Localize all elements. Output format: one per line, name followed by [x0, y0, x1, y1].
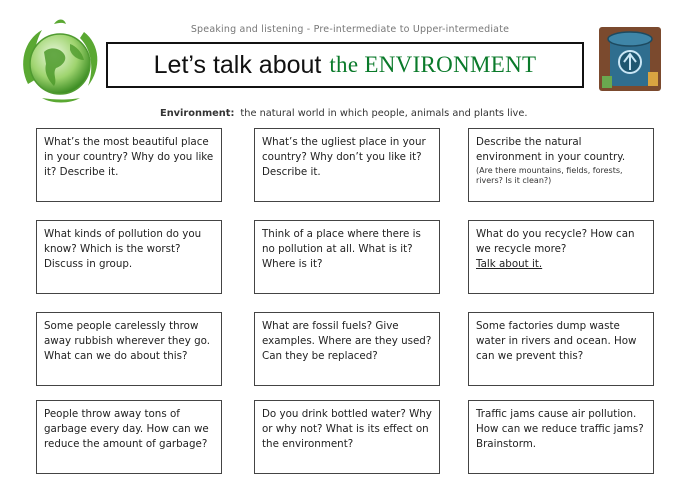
question-card	[36, 128, 222, 202]
question-card	[468, 400, 654, 474]
question-card	[254, 128, 440, 202]
question-text: Do you drink bottled water? Why or why not? What is its effect on the environment?	[262, 408, 432, 450]
question-text: What’s the ugliest place in your country? Why don’t you like it? Describe it.	[262, 136, 426, 178]
definition-term: Environment:	[160, 108, 235, 119]
question-card-grid	[36, 128, 662, 478]
question-card	[36, 400, 222, 474]
question-card	[254, 400, 440, 474]
question-text: What’s the most beautiful place in your country? Why do you like it? Describe it.	[44, 136, 214, 178]
question-card	[254, 312, 440, 386]
recycle-bin-icon	[598, 26, 662, 92]
question-card	[36, 220, 222, 294]
question-text: What kinds of pollution do you know? Which is the worst? Discuss in group.	[44, 228, 202, 270]
question-card	[468, 128, 654, 202]
question-underlined: Talk about it.	[476, 258, 543, 270]
title-prefix: Let’s talk about	[153, 50, 322, 79]
question-card	[468, 312, 654, 386]
question-text: Think of a place where there is no pollution at all. What is it? Where is it?	[262, 228, 421, 270]
question-card	[36, 312, 222, 386]
question-text: Some factories dump waste water in rivers and ocean. How can we prevent this?	[476, 320, 637, 362]
question-note: (Are there mountains, fields, forests, rivers? Is it clean?)	[476, 166, 623, 185]
question-card	[254, 220, 440, 294]
question-text: Describe the natural environment in your country.	[476, 136, 626, 163]
earth-globe-icon	[14, 14, 106, 106]
definition-text: the natural world in which people, animals and plants live.	[240, 108, 528, 119]
worksheet-subtitle: Speaking and listening - Pre-intermediate to Upper-intermediate	[190, 24, 510, 35]
definition-line	[160, 108, 580, 119]
page-title	[106, 42, 584, 88]
question-text: What do you recycle? How can we recycle more?	[476, 228, 635, 255]
question-card	[468, 220, 654, 294]
title-environment: the ENVIRONMENT	[329, 52, 537, 77]
question-text: Traffic jams cause air pollution. How can we reduce traffic jams? Brainstorm.	[476, 408, 644, 450]
question-text: People throw away tons of garbage every day. How can we reduce the amount of garbage?	[44, 408, 209, 450]
question-text: What are fossil fuels? Give examples. Where are they used? Can they be replaced?	[262, 320, 432, 362]
question-text: Some people carelessly throw away rubbish wherever they go. What can we do about this?	[44, 320, 211, 362]
